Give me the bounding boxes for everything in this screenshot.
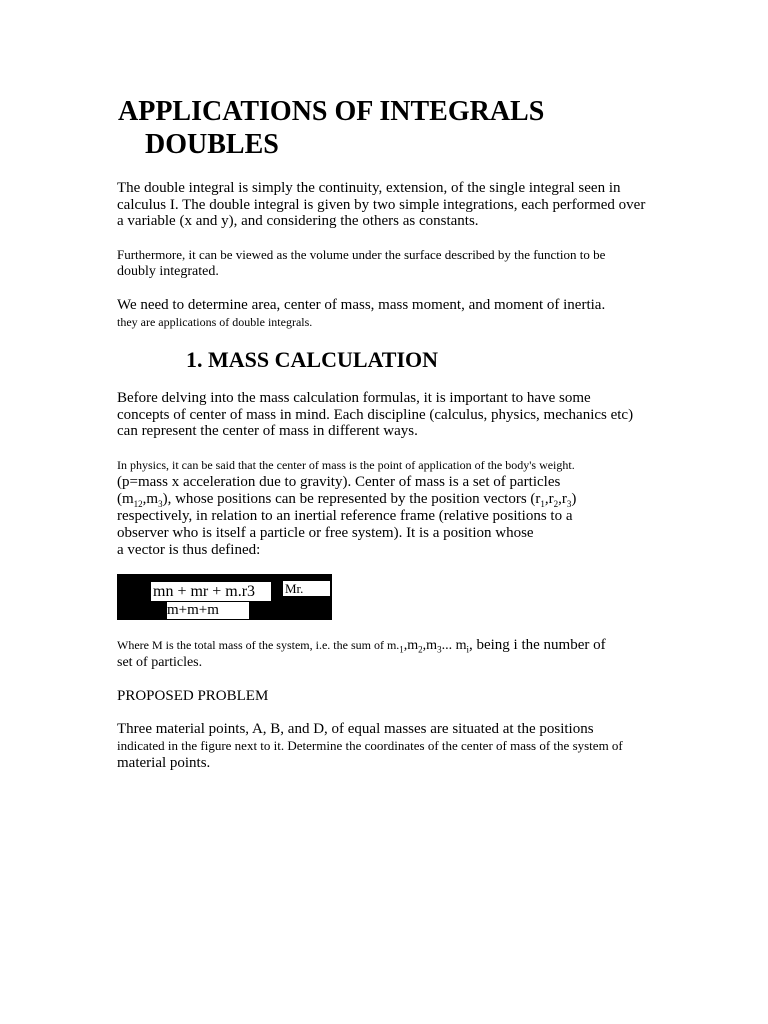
problem-line1: Three material points, A, B, and D, of equal masses are situated at the positions	[117, 721, 594, 737]
section1-para1-line3: can represent the center of mass in different ways.	[117, 423, 418, 439]
intro-para1-line3: a variable (x and y), and considering the others as constants.	[117, 213, 479, 229]
where-line1: Where M is the total mass of the system, i.e. the sum of $m._1,m_2,m_3$... $m_i$, being i the number of	[117, 637, 606, 655]
section1-para2-line3: $(m_{12},m_3)$, whose positions can be represented by the position vectors $(r_1,r_2,r_3)$	[117, 491, 577, 509]
section-heading-mass-calculation: 1. MASS CALCULATION	[186, 347, 439, 372]
section1-para2-line6: a vector is thus defined:	[117, 542, 261, 558]
formula-denominator: m+m+m	[167, 602, 249, 619]
document-title-line1: APPLICATIONS OF INTEGRALS	[118, 96, 545, 127]
section1-para1-line2: concepts of center of mass in mind. Each discipline (calculus, physics, mechanics etc)	[117, 407, 634, 423]
section1-para2-line1: In physics, it can be said that the center of mass is the point of application of the body's weight.	[117, 458, 575, 472]
intro-para3-line1: We need to determine area, center of mass, mass moment, and moment of inertia.	[117, 297, 606, 313]
problem-line3: material points.	[117, 755, 211, 771]
intro-para3-line2: they are applications of double integrals.	[117, 315, 313, 329]
intro-para2-line1: Furthermore, it can be viewed as the volume under the surface described by the function to be	[117, 247, 606, 262]
section1-para1-line1: Before delving into the mass calculation formulas, it is important to have some	[117, 390, 591, 406]
formula-numerator: mn + mr + m.r3	[151, 582, 271, 601]
section1-para2-line4: respectively, in relation to an inertial reference frame (relative positions to a	[117, 508, 573, 524]
intro-para2-line2: doubly integrated.	[117, 264, 219, 279]
section1-para2-line5: observer who is itself a particle or free system). It is a position whose	[117, 525, 534, 541]
proposed-problem-heading: PROPOSED PROBLEM	[117, 688, 269, 704]
document-title-line2: DOUBLES	[145, 129, 279, 160]
problem-line2: indicated in the figure next to it. Determine the coordinates of the center of mass of the system of	[117, 738, 623, 753]
intro-para1-line2: calculus I. The double integral is given by two simple integrations, each performed over	[117, 197, 646, 213]
section1-para2-line2: (p=mass x acceleration due to gravity). Center of mass is a set of particles	[117, 474, 561, 490]
center-of-mass-formula	[117, 574, 332, 620]
intro-para1-line1: The double integral is simply the continuity, extension, of the single integral seen in	[117, 180, 621, 196]
formula-right-label: Mr.	[283, 581, 330, 596]
where-line2: set of particles.	[117, 655, 203, 670]
